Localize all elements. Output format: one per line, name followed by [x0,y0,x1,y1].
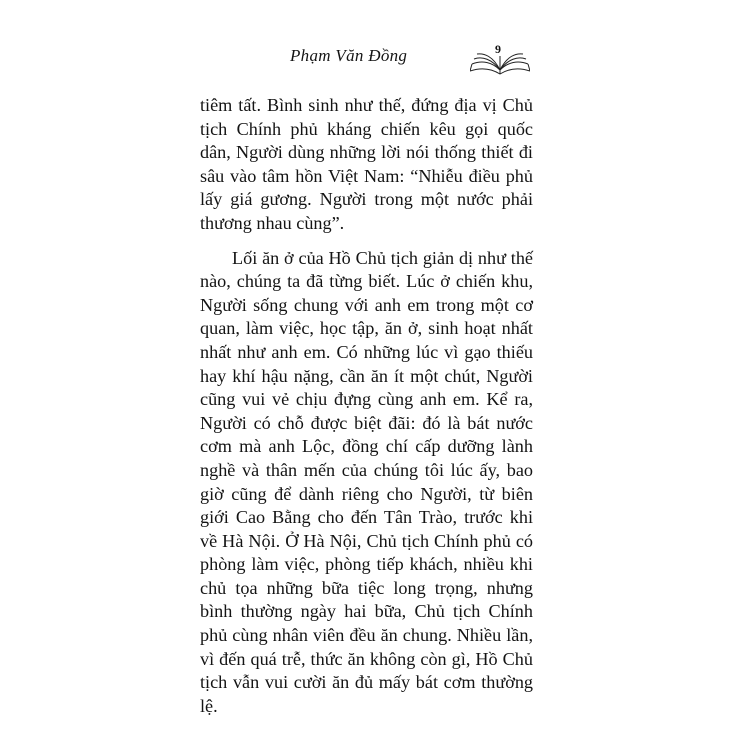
body-text [200,94,533,718]
paragraph: tiêm tất. Bình sinh như thế, đứng địa vị Chủ tịch Chính phủ kháng chiến kêu gọi quốc dân, Người dùng những lời nói thống thiết đi sâu vào tâm hồn Việt Nam: “Nhiễu điều phủ lấy giá gương. Người trong một nước phải thương nhau cùng”. [200,95,533,233]
author-name: Phạm Văn Đồng [290,46,408,65]
running-header [200,36,530,78]
page-number: 9 [495,42,501,56]
paragraph: Lối ăn ở của Hồ Chủ tịch giản dị như thế nào, chúng ta đã từng biết. Lúc ở chiến khu, Người sống chung với anh em trong một cơ quan, làm việc, học tập, ăn ở, sinh hoạt nhất nhất như anh em. Có những lúc vì gạo thiếu hay khí hậu nặng, cần ăn ít một chút, Người cũng vui vẻ chịu đựng cùng anh em. Kể ra, Người có chỗ được biệt đãi: đó là bát nước cơm mà anh Lộc, đồng chí cấp dưỡng lành nghề và thân mến của chúng tôi lúc ấy, bao giờ cũng để dành riêng cho Người, từ biên giới Cao Bằng cho đến Tân Trào, trước khi về Hà Nội. Ở Hà Nội, Chủ tịch Chính phủ có phòng làm việc, phòng tiếp khách, nhiều khi chủ tọa những bữa tiệc long trọng, nhưng bình thường ngày hai bữa, Chủ tịch Chính phủ cùng nhân viên đều ăn chung. Nhiều lần, vì đến quá trễ, thức ăn không còn gì, Hồ Chủ tịch vẫn vui cười ăn đủ mấy bát cơm thường lệ. [200,247,533,716]
